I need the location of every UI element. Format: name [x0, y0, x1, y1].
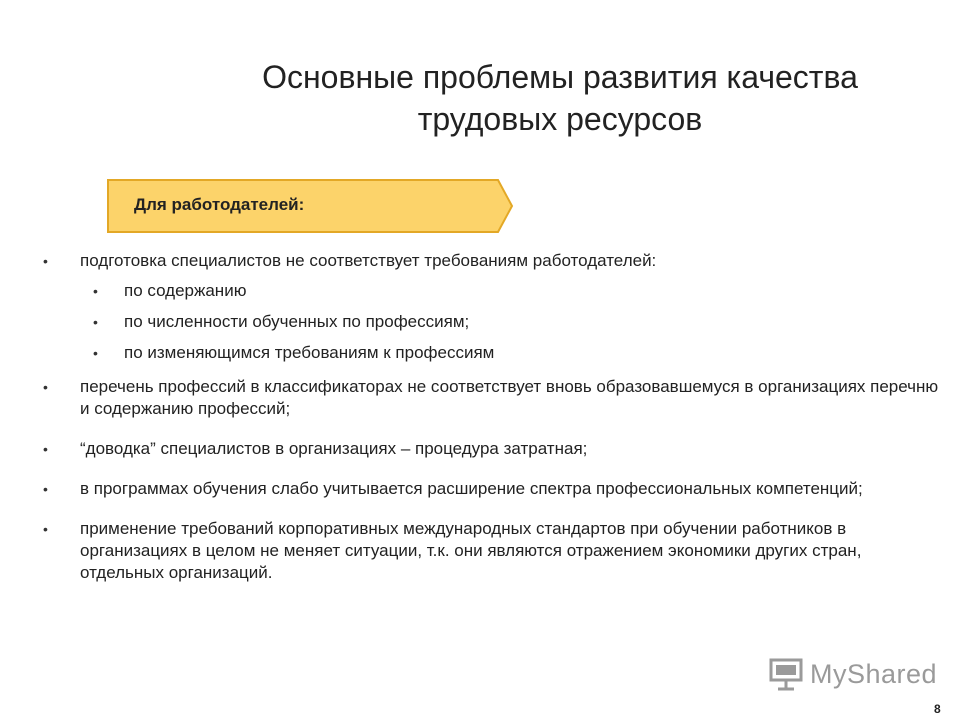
watermark — [768, 654, 937, 694]
bullet-text: перечень профессий в классификаторах не соответствует вновь образовавшемуся в организациях перечню и содержанию профессий; — [80, 377, 939, 418]
presentation-board-icon — [768, 656, 804, 692]
bullet-item — [40, 518, 940, 584]
watermark-text: MyShared — [810, 658, 938, 689]
sub-bullet-item — [80, 280, 940, 302]
bullet-item — [40, 250, 940, 364]
bullet-text: подготовка специалистов не соответствует требованиям работодателей: — [80, 251, 657, 270]
bullet-dot: • — [93, 314, 98, 330]
sub-bullet-item — [80, 342, 940, 364]
bullet-item — [40, 376, 940, 420]
sub-bullet-item — [80, 311, 940, 333]
page-number: 8 — [934, 702, 941, 716]
bullet-dot: • — [43, 521, 48, 537]
bullet-dot: • — [43, 481, 48, 497]
bullet-text: в программах обучения слабо учитывается расширение спектра профессиональных компетенций; — [80, 479, 863, 498]
bullet-list — [40, 250, 940, 602]
bullet-text: применение требований корпоративных международных стандартов при обучении работников в организациях в целом не меняет ситуации, т.к. они являются отражением экономики других стран, отдельных организаций. — [80, 519, 862, 582]
slide-title-line-1: Основные проблемы развития качества — [262, 59, 858, 95]
sub-bullet-text: по содержанию — [124, 281, 247, 300]
bullet-dot: • — [43, 379, 48, 395]
tag-label: Для работодателей: — [134, 195, 305, 214]
bullet-dot: • — [43, 441, 48, 457]
bullet-text: “доводка” специалистов в организациях – процедура затратная; — [80, 439, 588, 458]
sub-bullet-list — [80, 280, 940, 364]
bullet-dot: • — [43, 253, 48, 269]
sub-bullet-text: по численности обученных по профессиям; — [124, 312, 470, 331]
employers-tag — [106, 178, 514, 234]
sub-bullet-text: по изменяющимся требованиям к профессиям — [124, 343, 495, 362]
bullet-dot: • — [93, 345, 98, 361]
bullet-dot: • — [93, 283, 98, 299]
slide-title-line-2: трудовых ресурсов — [417, 101, 703, 137]
bullet-item — [40, 478, 940, 500]
slide-title — [180, 56, 940, 140]
bullet-item — [40, 438, 940, 460]
